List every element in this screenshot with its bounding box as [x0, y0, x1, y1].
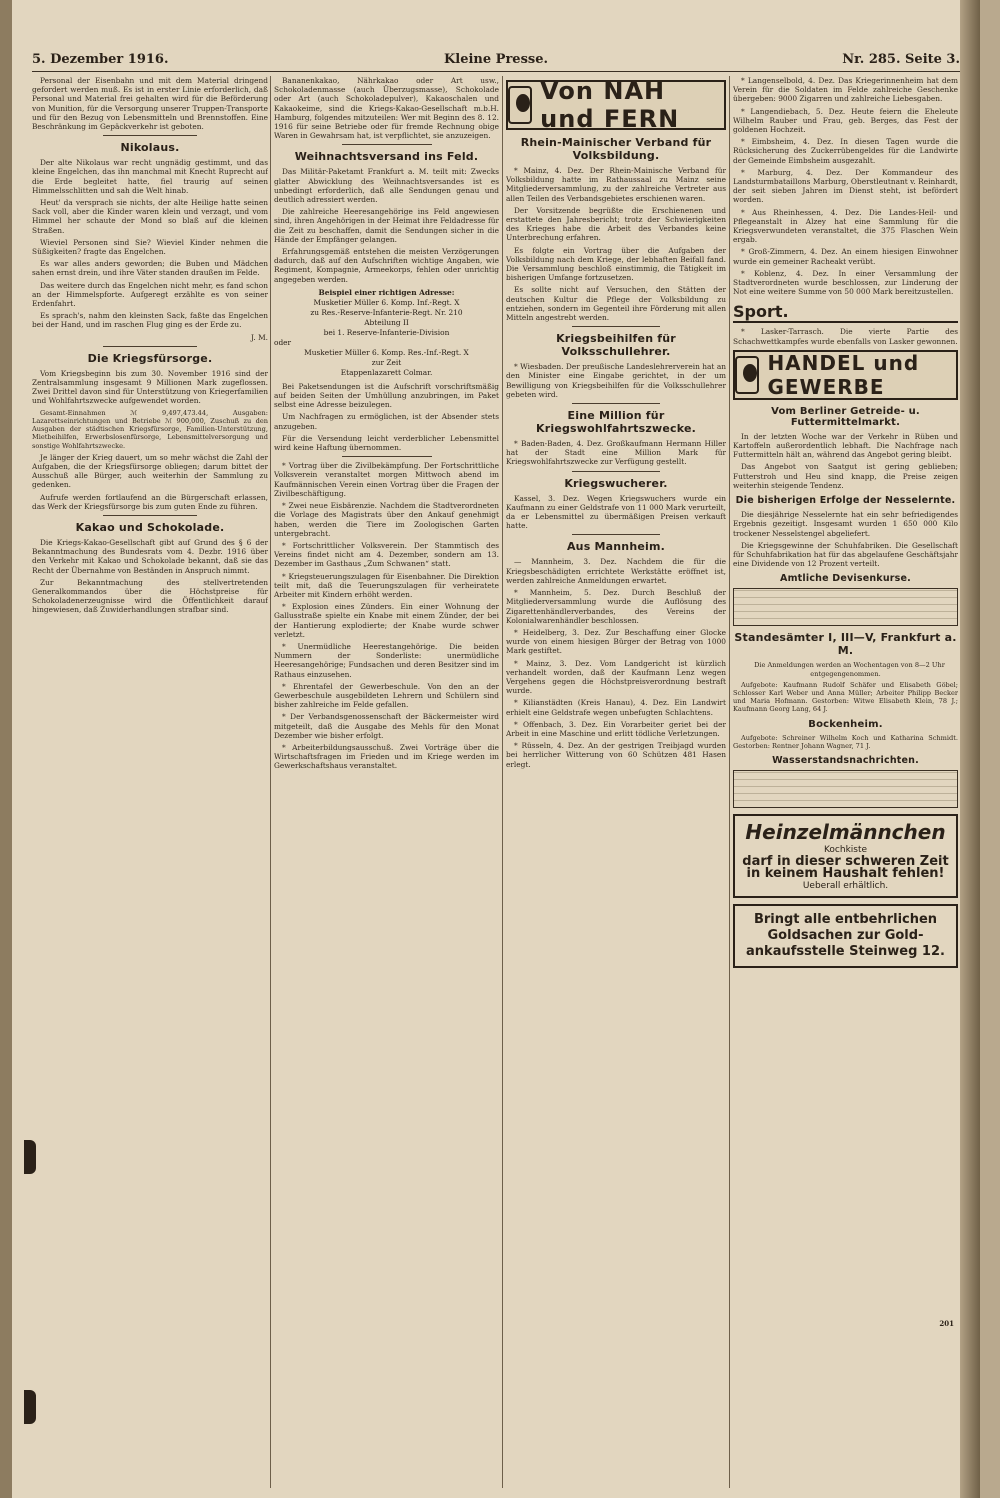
article-text: Es sprach's, nahm den kleinsten Sack, faßte das Engelchen bei der Hand, und im raschen Flug ging es der Erde zu. — [32, 311, 268, 330]
standes-list: Aufgebote: Kaufmann Rudolf Schäfer und Elisabeth Göbel; Schlosser Karl Weber und Anna Müller; Arbeiter Philipp Becker und Maria Hofmann. Gestorben: Witwe Elisabeth Klein, 78 J.; Kaufmann Georg Lang, 64 J. — [733, 680, 958, 714]
address-line: Musketier Müller 6. Komp. Inf.-Regt. X — [313, 297, 460, 307]
news-item: * Mannheim, 5. Dez. Durch Beschluß der Mitgliederversammlung wurde die Auflösung des Zigarettenhändlerverbandes, des Vereins der Kolonialwarenhändler beschlossen. — [506, 588, 726, 625]
news-item: * Mainz, 3. Dez. Vom Landgericht ist kürzlich verhandelt worden, daß der Kaufmann Lenz wegen Vergehens gegen die Höchstpreisverordnung bestraft wurde. — [506, 658, 726, 696]
advertisement-goldankauf — [733, 904, 958, 968]
news-item: * Eimbsheim, 4. Dez. In diesen Tagen wurde die Rücksicherung des Zuckerrübengeldes für die Landwirte der Gemeinde Eimbsheim ausgezahlt. — [733, 137, 958, 165]
header-title: Kleine Presse. — [443, 52, 549, 67]
banner-text: Von NAH und FERN — [540, 77, 680, 133]
ad-line: ankaufsstelle Steinweg 12. — [746, 943, 945, 959]
news-item: * Langendiebach, 5. Dez. Heute feiern die Eheleute Wilhelm Rauber und Frau, geb. Berges, das Fest der goldenen Hochzeit. — [733, 106, 958, 135]
advertisement-heinzelmaennchen — [733, 814, 958, 898]
news-item: * Groß-Zimmern, 4. Dez. An einem hiesigen Einwohner wurde ein gemeiner Racheakt verübt. — [733, 247, 958, 266]
divider — [342, 144, 432, 145]
headline-kriegsbeihilfen: Kriegsbeihilfen für Volksschullehrer. — [556, 332, 676, 359]
news-item: * Kriegsteuerungszulagen für Eisenbahner. Die Direktion teilt mit, daß die Teuerungszulagen für verheiratete Arbeiter mit Kindern erhöht werden. — [274, 571, 499, 599]
article-text: Um Nachfragen zu ermöglichen, ist der Absender stets anzugeben. — [274, 412, 499, 431]
news-item: * Unermüdliche Heerestangehörige. Die beiden Nummern der Sonderliste: unermüdliche Heeresangehörige; Fundsachen und deren Besitzer sind im Rathaus einzusehen. — [274, 641, 499, 679]
news-item: * Rüsseln, 4. Dez. An der gestrigen Treibjagd wurden bei herrlicher Witterung von 60 Schützen 481 Hasen erlegt. — [506, 741, 726, 769]
headline-bockenheim: Bockenheim. — [808, 718, 883, 730]
newspaper-page — [12, 0, 980, 1498]
article-text: Für die Versendung leicht verderblicher Lebensmittel wird keine Haftung übernommen. — [274, 433, 499, 453]
article-text: * Mainz, 4. Dez. Der Rhein-Mainische Verband für Volksbildung hatte im Rathaussaal zu Mainz seine Mitgliederversammlung, zu der zahlreiche Vertreter aus allen Teilen des Verbandsgebietes erschienen waren. — [506, 166, 726, 203]
headline-wasserstand: Wasserstandsnachrichten. — [772, 754, 919, 766]
page-number: 201 — [939, 1319, 954, 1328]
article-text: Gesamt-Einnahmen ℳ 9,497,473.44, Ausgaben: Lazarettseinrichtungen und Betriebe ℳ 900,000, Zuschuß zu den Ausgaben der städtischen Kriegsfürsorge, Familien-Unterstützung, Mietbeihilfen, Erwerbslosenfürsorge, Lebensmittelversorgung und sonstige Wohlfahrtszwecke. — [32, 408, 268, 450]
headline-nikolaus: Nikolaus. — [120, 141, 180, 155]
column-divider — [270, 76, 271, 1488]
figure-icon — [508, 86, 532, 124]
news-item: * Explosion eines Zünders. Ein einer Wohnung der Gallusstraße spielte ein Knabe mit einem Zünder, der bei der Hantierung explodierte; der Knabe wurde schwer verletzt. — [274, 602, 499, 639]
article-text: Die Kriegsgewinne der Schuhfabriken. Die Gesellschaft für Schuhfabrikation hat für das abgelaufene Geschäftsjahr eine Dividende von 12 Prozent verteilt. — [733, 540, 958, 569]
headline-sport: Sport. — [733, 302, 958, 323]
header-rule — [32, 71, 960, 72]
article-text: Der Vorsitzende begrüßte die Erschienenen und erstattete den Jahresbericht; trotz der Schwierigkeiten des Krieges habe die Arbeit des Verbandes keine Unterbrechung erfahren. — [506, 205, 726, 243]
divider — [103, 346, 197, 347]
article-text: Das weitere durch das Engelchen nicht mehr, es fand schon an der Himmelspforte. Aufgeregt erzählte es von seiner Erdenfahrt. — [32, 280, 268, 309]
gear-emblem-icon — [735, 356, 759, 394]
section-banner-handel — [733, 350, 958, 400]
divider — [103, 515, 197, 516]
news-item: * Lasker-Tarrasch. Die vierte Partie des Schachwettkampfes wurde ebenfalls von Lasker gewonnen. — [733, 327, 958, 346]
ad-line: in keinem Haushalt fehlen! — [746, 865, 945, 881]
header-issue: Nr. 285. Seite 3. — [842, 52, 960, 67]
ad-line: Goldsachen zur Gold- — [767, 927, 924, 943]
headline-devisen: Amtliche Devisenkurse. — [780, 573, 911, 585]
address-line: zur Zeit — [371, 357, 402, 367]
news-item: * Fortschrittlicher Volksverein. Der Stammtisch des Vereins findet nicht am 4. Dezember, sondern am 13. Dezember im Gasthaus „Zum Schwanen“ statt. — [274, 540, 499, 569]
headline-volksbildung: Rhein-Mainischer Verband für Volksbildung. — [520, 136, 712, 162]
article-text: Vom Kriegsbeginn bis zum 30. November 1916 sind der Zentralsammlung insgesamt 9 Millionen Mark zugeflossen. Zwei Drittel davon sind für Unterstützung von Kriegerfamilien und Wohlfahrtszwecke aufgewendet worden. — [32, 368, 268, 406]
article-text: Personal der Eisenbahn und mit dem Material dringend gefordert werden muß. Es ist in erster Linie erforderlich, daß Personal und Material frei gehalten wird für die Beförderung von Munition, für die Versorgung unserer Truppen-Transporte und für den Bezug von Lebensmitteln und Brennstoffen. Eine Beschränkung im Gepäckverkehr ist geboten. — [32, 76, 268, 132]
headline-million: Eine Million für Kriegswohlfahrtszwecke. — [536, 409, 696, 436]
article-text: Es war alles anders geworden; die Buben und Mädchen sahen ernst drein, und ihre Väter standen draußen im Felde. — [32, 259, 268, 278]
headline-standesaemter: Standesämter I, III—V, Frankfurt a. M. — [734, 631, 957, 658]
headline-mannheim: Aus Mannheim. — [566, 540, 666, 554]
signature: J. M. — [250, 332, 268, 342]
ad-line: Ueberall erhältlich. — [802, 880, 889, 891]
article-text: Die zahlreiche Heeresangehörige ins Feld angewiesen sind, ihren Angehörigen in der Heimat ihre Feldadresse für die Zeit zu beschaffen, damit die Sendungen sicher in die Hände der Empfänger gelangen. — [274, 207, 499, 244]
devisen-table — [733, 588, 958, 626]
column-2 — [274, 76, 499, 1488]
address-line: zu Res.-Reserve-Infanterie-Regt. Nr. 210 — [310, 307, 463, 317]
divider — [342, 456, 432, 457]
news-item: * Heidelberg, 3. Dez. Zur Beschaffung einer Glocke wurde von einem hiesigen Bürger der Betrag von 1000 Mark gestiftet. — [506, 627, 726, 656]
article-text: * Wiesbaden. Der preußische Landeslehrerverein hat an den Minister eine Eingabe gerichtet, in der um Bewilligung von Kriegsbeihilfen für die Volksschullehrer gebeten wird. — [506, 362, 726, 399]
ad-line: darf in dieser schweren Zeit — [742, 853, 949, 869]
news-item: * Zwei neue Eisbärenzie. Nachdem die Stadtverordneten die Vorlage des Magistrats über den Ankauf genehmigt haben, werden die Tiere im Zoologischen Garten untergebracht. — [274, 501, 499, 538]
binding-notch — [24, 1390, 36, 1424]
page-header — [32, 52, 960, 72]
address-line: Abteilung II — [364, 317, 409, 327]
article-text: Heut' da versprach sie nichts, der alte Heilige hatte seinen Sack voll, aber die Kinder waren klein und verzagt, und vom Himmel her schaute der Mond so blaß auf die kleinen Straßen. — [32, 198, 268, 235]
headline-markt: Vom Berliner Getreide- u. Futtermittelmarkt. — [771, 405, 920, 428]
article-text: Je länger der Krieg dauert, um so mehr wächst die Zahl der Aufgaben, die der Kriegsfürsorge obliegen; darum bittet der Ausschuß alle Bürger, auch weiterhin der Sammlung zu gedenken. — [32, 452, 268, 490]
article-text: Der alte Nikolaus war recht ungnädig gestimmt, und das kleine Engelchen, das ihn manchmal mit Knecht Ruprecht auf die Erde begleitet hatte, fiel traurig auf seinen Himmelsschlitten und sah die Welt hinab. — [32, 158, 268, 195]
address-line: bei 1. Reserve-Infanterie-Division — [323, 327, 450, 337]
ad-title: Heinzelmännchen — [745, 819, 946, 844]
column-1 — [32, 76, 268, 1488]
article-text: In der letzten Woche war der Verkehr in Rüben und Kartoffeln außerordentlich lebhaft. Die Nachfrage nach Futtermitteln hält an, während das Angebot gering bleibt. — [733, 431, 958, 460]
news-item: * Marburg, 4. Dez. Der Kommandeur des Landsturmbataillons Marburg, Oberstleutnant v. Reinhardt, der seit sieben Jahren im Dienst steht, ist befördert worden. — [733, 167, 958, 205]
standes-subtitle: Die Anmeldungen werden an Wochentagen von 8—2 Uhr entgegengenommen. — [754, 661, 945, 678]
news-item: * Offenbach, 3. Dez. Ein Vorarbeiter geriet bei der Arbeit in eine Maschine und erlitt tödliche Verletzungen. — [506, 719, 726, 738]
article-text: Kassel, 3. Dez. Wegen Kriegswuchers wurde ein Kaufmann zu einer Geldstrafe von 11 000 Mark verurteilt, da er Lebensmittel zu übermäßigen Preisen verkauft hatte. — [506, 493, 726, 531]
divider — [572, 471, 660, 472]
news-item: — Mannheim, 3. Dez. Nachdem die für die Kriegsbeschädigten errichtete Werkstätte eröffnet ist, werden zahlreiche Anmeldungen erwartet. — [506, 557, 726, 585]
binding-notch — [24, 1140, 36, 1174]
article-text: Erfahrungsgemäß entstehen die meisten Verzögerungen dadurch, daß auf den Aufschriften wichtige Angaben, wie Regiment, Kompagnie, Armeekorps, fehlen oder unrichtig angegeben werden. — [274, 247, 499, 284]
headline-weihnachtsversand: Weihnachtsversand ins Feld. — [294, 150, 479, 164]
address-intro: Beispiel einer richtigen Adresse: — [318, 287, 455, 297]
article-text: * Baden-Baden, 4. Dez. Großkaufmann Hermann Hiller hat der Stadt eine Million Mark für Kriegswohlfahrtszwecke zur Verfügung gestellt. — [506, 439, 726, 467]
news-item: * Vortrag über die Zivilbekämpfung. Der Fortschrittliche Volksverein veranstaltet morgen Mittwoch abend im Kaufmännischen Verein einen Vortrag über die Fragen der Zivilbeschäftigung. — [274, 461, 499, 498]
article-text: Das Militär-Paketamt Frankfurt a. M. teilt mit: Zwecks glatter Abwicklung des Weihnachtsversandes ist es unbedingt erforderlich, daß alle Sendungen genau und deutlich adressiert werden. — [274, 167, 499, 205]
bockenheim-list: Aufgebote: Schreiner Wilhelm Koch und Katharina Schmidt. Gestorben: Rentner Johann Wagner, 71 J. — [733, 733, 958, 750]
article-text: Bei Paketsendungen ist die Aufschrift vorschriftsmäßig auf beiden Seiten der Umhüllung anzubringen, im Paket selbst eine Adresse beizulegen. — [274, 381, 499, 410]
article-text: Es sollte nicht auf Versuchen, den Stätten der deutschen Kultur die Pflege der Volksbildung zu entziehen, sondern im Gegenteil ihre Förderung mit allen Mitteln angestrebt werden. — [506, 285, 726, 323]
article-text: Das Angebot von Saatgut ist gering geblieben; Futterstroh und Heu sind knapp, die Preise zeigen weiterhin steigende Tendenz. — [733, 462, 958, 490]
section-banner-nah-fern — [506, 77, 726, 133]
news-item: * Koblenz, 4. Dez. In einer Versammlung der Stadtverordneten wurde beschlossen, zur Linderung der Not eine weitere Summe von 50 000 Mark bereitzustellen. — [733, 268, 958, 297]
column-divider — [502, 76, 503, 1488]
article-text: Die Kriegs-Kakao-Gesellschaft gibt auf Grund des § 6 der Bekanntmachung des Bundesrats vom 4. Dezbr. 1916 über den Verkehr mit Kakao und Schokolade bekannt, daß sie das Recht der Übernahme von Beständen in Anspruch nimmt. — [32, 537, 268, 575]
header-date: 5. Dezember 1916. — [32, 52, 169, 67]
column-4 — [733, 76, 958, 1488]
column-divider — [729, 76, 730, 1488]
address-example — [274, 288, 499, 378]
banner-text: HANDEL und GEWERBE — [767, 350, 920, 399]
news-item: * Der Verbandsgenossenschaft der Bäckermeister wird mitgeteilt, daß die Ausgabe des Mehls für den Monat Dezember wie bisher erfolgt. — [274, 712, 499, 740]
article-text: Die diesjährige Nesselernte hat ein sehr befriedigendes Ergebnis gezeitigt. Insgesamt wurden 1 650 000 Kilo trockener Nesselstengel abgeliefert. — [733, 510, 958, 538]
wasserstand-table — [733, 770, 958, 808]
ad-line: Bringt alle entbehrlichen — [753, 911, 938, 927]
article-text: Wieviel Personen sind Sie? Wieviel Kinder nehmen die Süßigkeiten? fragte das Engelchen. — [32, 237, 268, 257]
news-item: * Langenselbold, 4. Dez. Das Kriegerinnenheim hat dem Verein für die Soldaten im Felde zahlreiche Geschenke übergeben: 9000 Zigarren und zahlreiche Liebesgaben. — [733, 76, 958, 104]
address-or: oder — [274, 337, 292, 347]
article-text: Bananenkakao, Nährkakao oder Art usw., Schokoladenmasse (auch Überzugsmasse), Schokolade oder Art (auch Schokoladepulver), Kakaoschalen und Kakaokeime, sind die Kriegs-Kakao-Gesellschaft m.b.H. Hamburg, folgendes mitzuteilen: Wer mit Beginn des 8. 12. 1916 für seine Betriebe oder für fremde Rechnung obige Waren in Gewahrsam hat, ist verpflichtet, sie anzuzeigen. — [274, 76, 499, 141]
headline-kriegswucherer: Kriegswucherer. — [564, 476, 668, 490]
article-text: Zur Bekanntmachung des stellvertretenden Generalkommandos über die Höchstpreise für Schokoladenerzeugnisse wird die Öffentlichkeit darauf hingewiesen, daß Zuwiderhandlungen strafbar sind. — [32, 577, 268, 615]
divider — [103, 135, 197, 136]
divider — [572, 403, 660, 404]
headline-kriegsfuersorge: Die Kriegsfürsorge. — [87, 351, 213, 365]
article-text: Es folgte ein Vortrag über die Aufgaben der Volksbildung nach dem Kriege, der lebhaften Beifall fand. Die Versammlung beschloß einstimmig, die Tätigkeit im bisherigen Umfange fortzusetzen. — [506, 245, 726, 283]
news-item: * Ehrentafel der Gewerbeschule. Von den an der Gewerbeschule ausgebildeten Lehrern und Schülern sind bisher zahlreiche im Felde gefallen. — [274, 681, 499, 710]
headline-kakao: Kakao und Schokolade. — [75, 520, 225, 534]
address-line: Etappenlazarett Colmar. — [340, 367, 433, 377]
address-line: Musketier Müller 6. Komp. Res.-Inf.-Regt. X — [304, 347, 469, 357]
news-item: * Arbeiterbildungsausschuß. Zwei Vorträge über die Wirtschaftsfragen im Frieden und im Kriege werden im Gewerkschaftshaus veranstaltet. — [274, 742, 499, 771]
divider — [572, 534, 660, 535]
column-3 — [506, 76, 726, 1488]
news-item: * Aus Rheinhessen, 4. Dez. Die Landes-Heil- und Pflegeanstalt in Alzey hat eine Sammlung für die Kriegsverwundeten veranstaltet, die 375 Flaschen Wein ergab. — [733, 207, 958, 245]
article-text: Aufrufe werden fortlaufend an die Bürgerschaft erlassen, das Werk der Kriegsfürsorge bis zum guten Ende zu führen. — [32, 492, 268, 511]
ad-subtitle: Kochkiste — [823, 844, 868, 855]
page-edge-right — [960, 0, 980, 1498]
news-item: * Kilianstädten (Kreis Hanau), 4. Dez. Ein Landwirt erhielt eine Geldstrafe wegen unbefugten Schlachtens. — [506, 698, 726, 717]
headline-nessel: Die bisherigen Erfolge der Nesselernte. — [735, 495, 956, 507]
divider — [572, 326, 660, 327]
page-edge-left — [0, 0, 12, 1498]
